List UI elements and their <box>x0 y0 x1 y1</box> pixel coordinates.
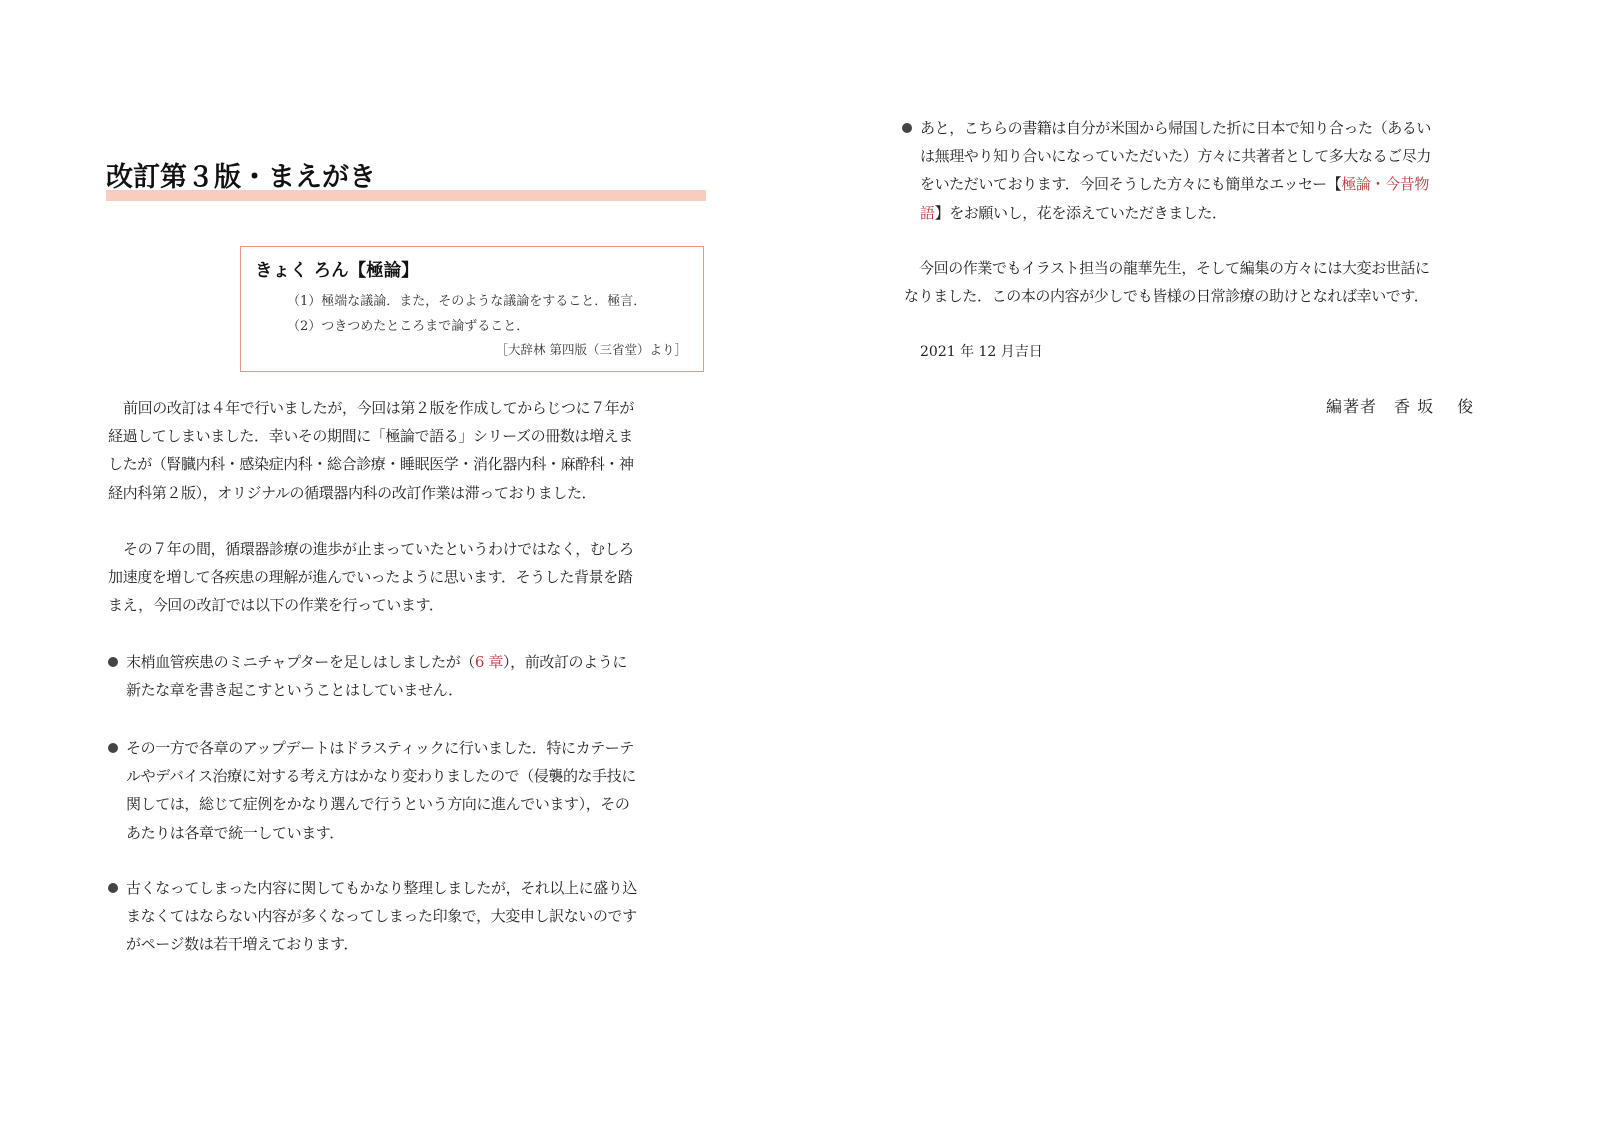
author-signature: 編著者 香 坂 俊 <box>1326 397 1475 416</box>
bullet-item <box>108 648 627 704</box>
bullet-icon <box>108 657 118 667</box>
text-line: 加速度を増して各疾患の理解が進んでいったように思います．そうした背景を踏 <box>108 568 633 587</box>
text-line: をいただいております．今回そうした方々にも簡単なエッセー【極論・今昔物 <box>920 175 1429 194</box>
text-line: その一方で各章のアップデートはドラスティックに行いました．特にカテーテ <box>126 739 635 757</box>
text-line: まえ，今回の改訂では以下の作業を行っています． <box>108 596 444 615</box>
paragraph-3 <box>904 254 1430 310</box>
bullet-item <box>108 874 637 959</box>
bullet-icon <box>108 743 118 753</box>
right-page <box>800 0 1600 1131</box>
text-line: 経過してしまいました．幸いその期間に「極論で語る」シリーズの冊数は増えま <box>108 427 633 446</box>
text-line: ルやデバイス治療に対する考え方はかなり変わりましたので（侵襲的な手技に <box>126 767 636 786</box>
text-line: 新たな章を書き起こすということはしていません． <box>126 681 463 700</box>
bullet-icon <box>902 123 912 133</box>
text-line: 古くなってしまった内容に関してもかなり整理しましたが，それ以上に盛り込 <box>126 879 638 897</box>
bullet-text <box>108 648 627 704</box>
definition-line-1: （1）極端な議論．また，そのような議論をすること．極言． <box>287 294 647 309</box>
text-line: なりました．この本の内容が少しでも皆様の日常診療の助けとなれば幸いです． <box>904 287 1429 306</box>
definition-box <box>240 246 704 372</box>
chapter-title-block <box>106 160 706 196</box>
chapter-reference-link[interactable]: 6 章 <box>474 653 504 671</box>
essay-reference-link[interactable]: 語 <box>920 203 935 222</box>
text-line: したが（腎臓内科・感染症内科・総合診療・睡眠医学・消化器内科・麻酔科・神 <box>108 455 634 474</box>
bullet-icon <box>108 883 118 893</box>
text-line: 経内科第２版），オリジナルの循環器内科の改訂作業は滞っておりました． <box>108 483 597 502</box>
text-line: 今回の作業でもイラスト担当の龍華先生，そして編集の方々には大変お世話に <box>919 259 1430 277</box>
text-line: 語】をお願いし，花を添えていただきました． <box>920 203 1227 222</box>
bullet-item <box>108 734 636 847</box>
essay-reference-link[interactable]: 極論・今昔物 <box>1341 175 1429 194</box>
text-line: 関しては，総じて症例をかなり選んで行うという方向に進んでいます），その <box>126 795 630 814</box>
text-line: は無理やり知り合いになっていただいた）方々に共著者として多大なるご尽力 <box>920 147 1432 166</box>
text-line: あたりは各章で統一しています． <box>126 823 344 842</box>
definition-heading: きょく ろん【極論】 <box>255 261 419 281</box>
text-line: その７年の間，循環器診療の進歩が止まっていたというわけではなく，むしろ <box>123 540 634 558</box>
bullet-text <box>902 114 1431 227</box>
text-line: 前回の改訂は４年で行いましたが，今回は第２版を作成してからじつに７年が <box>123 399 635 417</box>
bullet-text <box>108 734 636 847</box>
definition-source: ［大辞林 第四版（三省堂）より］ <box>495 342 687 357</box>
text-line: 末梢血管疾患のミニチャプターを足しはしましたが（6 章），前改訂のように <box>126 653 627 671</box>
paragraph-1 <box>108 394 634 507</box>
text-line: あと，こちらの書籍は自分が米国から帰国した折に日本で知り合った（あるい <box>920 119 1432 137</box>
bullet-text <box>108 874 637 959</box>
paragraph-2 <box>108 535 634 620</box>
definition-line-2: （2）つきつめたところまで論ずること． <box>287 319 530 334</box>
bullet-item <box>902 114 1431 227</box>
date-line: 2021 年 12 月吉日 <box>920 344 1043 360</box>
page-title: 改訂第３版・まえがき <box>106 162 376 193</box>
text-line: がページ数は若干増えております． <box>126 935 359 954</box>
text-line: まなくてはならない内容が多くなってしまった印象で，大変申し訳ないのです <box>126 907 637 926</box>
